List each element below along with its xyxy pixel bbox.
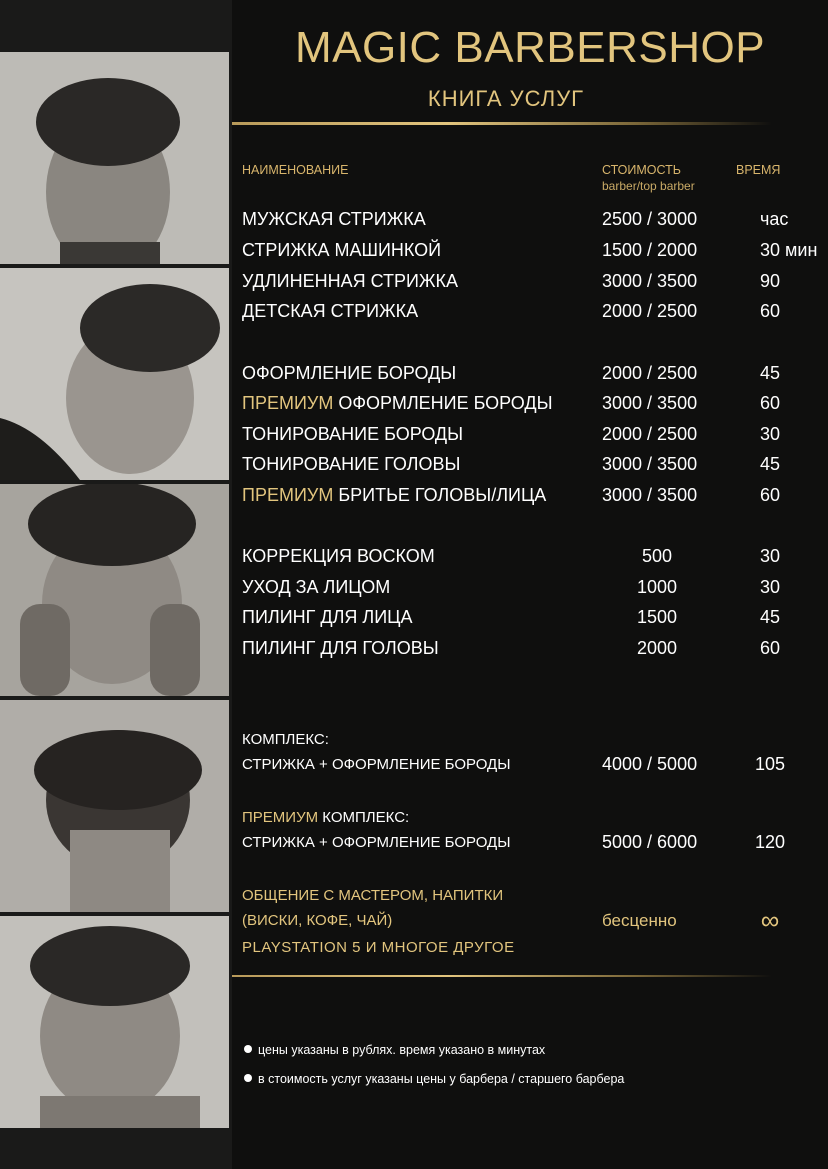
premium-complex-label-text: КОМПЛЕКС: [322,809,410,826]
service-time: 60 [760,485,781,505]
service-time: 45 [760,454,781,474]
service-time: 30 мин [760,240,818,260]
service-row [242,271,828,301]
service-row [242,638,828,668]
page-title: MAGIC BARBERSHOP [294,23,766,72]
service-time: 60 [760,638,781,658]
service-time: 45 [760,607,781,627]
service-name: СТРИЖКА МАШИНКОЙ [242,240,442,260]
service-price: 3000 / 3500 [602,485,698,505]
service-price: 3000 / 3500 [602,393,698,413]
premium-complex-name: СТРИЖКА + ОФОРМЛЕНИЕ БОРОДЫ [242,834,511,851]
premium-tag: ПРЕМИУМ [242,809,319,826]
service-row [242,454,828,484]
service-price: 1500 / 2000 [602,240,698,260]
page-subtitle: КНИГА УСЛУГ [427,86,585,111]
extras-line-3 [242,939,828,969]
service-time: 60 [760,393,781,413]
extras-price: бесценно [602,911,677,930]
extras-text: (ВИСКИ, КОФЕ, ЧАЙ) [242,912,393,929]
service-price: 500 [641,546,673,566]
service-name: ДЕТСКАЯ СТРИЖКА [242,301,419,321]
premium-tag: ПРЕМИУМ [242,485,334,505]
premium-complex-row [242,832,828,862]
service-row [242,363,828,393]
header-divider [232,122,772,125]
column-header-price [602,163,695,193]
column-header-name: НАИМЕНОВАНИЕ [242,163,349,177]
premium-tag: ПРЕМИУМ [242,393,334,413]
service-time: 30 [760,577,781,597]
service-row-premium [242,485,828,515]
haircut-photo-2 [0,268,229,480]
service-row [242,301,828,331]
complex-name: СТРИЖКА + ОФОРМЛЕНИЕ БОРОДЫ [242,756,511,773]
column-header-price-label: СТОИМОСТЬ [602,163,681,177]
service-name: ПИЛИНГ ДЛЯ ГОЛОВЫ [242,638,439,658]
service-name: ТОНИРОВАНИЕ БОРОДЫ [242,424,464,444]
service-name: УДЛИНЕННАЯ СТРИЖКА [242,271,459,291]
haircut-photo-3 [0,484,229,696]
service-time: 60 [760,301,781,321]
service-name: ТОНИРОВАНИЕ ГОЛОВЫ [242,454,461,474]
extras-text: ОБЩЕНИЕ С МАСТЕРОМ, НАПИТКИ [242,887,504,904]
photo-column [0,0,232,1169]
service-name: КОРРЕКЦИЯ ВОСКОМ [242,546,435,566]
complex-row [242,754,828,784]
service-row [242,240,828,270]
service-price: 3000 / 3500 [602,454,698,474]
service-time: 90 [760,271,781,291]
note-item [244,1043,545,1057]
note-item [244,1072,624,1086]
service-name: ОФОРМЛЕНИЕ БОРОДЫ [242,363,457,383]
service-price: 2000 / 2500 [602,301,698,321]
service-name: ПИЛИНГ ДЛЯ ЛИЦА [242,607,413,627]
service-row [242,209,828,239]
service-price: 1500 [636,607,678,627]
service-name-text: БРИТЬЕ ГОЛОВЫ/ЛИЦА [338,485,547,505]
service-row [242,577,828,607]
complex-price: 4000 / 5000 [602,754,698,774]
haircut-photo-4 [0,700,229,912]
note-text: цены указаны в рублях. время указано в минутах [258,1043,546,1057]
premium-complex-label [242,809,409,826]
service-row-premium [242,393,828,423]
premium-complex-price: 5000 / 6000 [602,832,698,852]
extras-line-2 [242,905,828,942]
bullet-icon [244,1074,252,1082]
column-header-time: ВРЕМЯ [736,163,781,177]
service-name [242,393,553,414]
service-row [242,546,828,576]
haircut-photo-5 [0,916,229,1128]
note-text: в стоимость услуг указаны цены у барбера / старшего барбера [258,1072,625,1086]
service-price: 2000 / 2500 [602,363,698,383]
infinity-icon: ∞ [760,905,780,935]
complex-label: КОМПЛЕКС: [242,731,329,748]
column-header-price-sub: barber/top barber [602,179,695,193]
complex-time: 105 [754,754,786,774]
service-price: 2000 / 2500 [602,424,698,444]
service-row [242,424,828,454]
bullet-icon [244,1045,252,1053]
haircut-photo-1 [0,52,229,264]
service-name: УХОД ЗА ЛИЦОМ [242,577,391,597]
service-row [242,607,828,637]
service-price: 1000 [636,577,678,597]
footer-divider [232,975,772,977]
service-price: 2000 [636,638,678,658]
service-name: МУЖСКАЯ СТРИЖКА [242,209,426,229]
service-name [242,485,546,506]
service-time: 45 [760,363,781,383]
service-time: 30 [760,546,781,566]
service-time: 30 [760,424,781,444]
extras-text: PLAYSTATION 5 И МНОГОЕ ДРУГОЕ [242,939,515,956]
service-name-text: ОФОРМЛЕНИЕ БОРОДЫ [338,393,553,413]
service-time: час [760,209,789,229]
service-price: 2500 / 3000 [602,209,698,229]
premium-complex-time: 120 [754,832,786,852]
service-price: 3000 / 3500 [602,271,698,291]
